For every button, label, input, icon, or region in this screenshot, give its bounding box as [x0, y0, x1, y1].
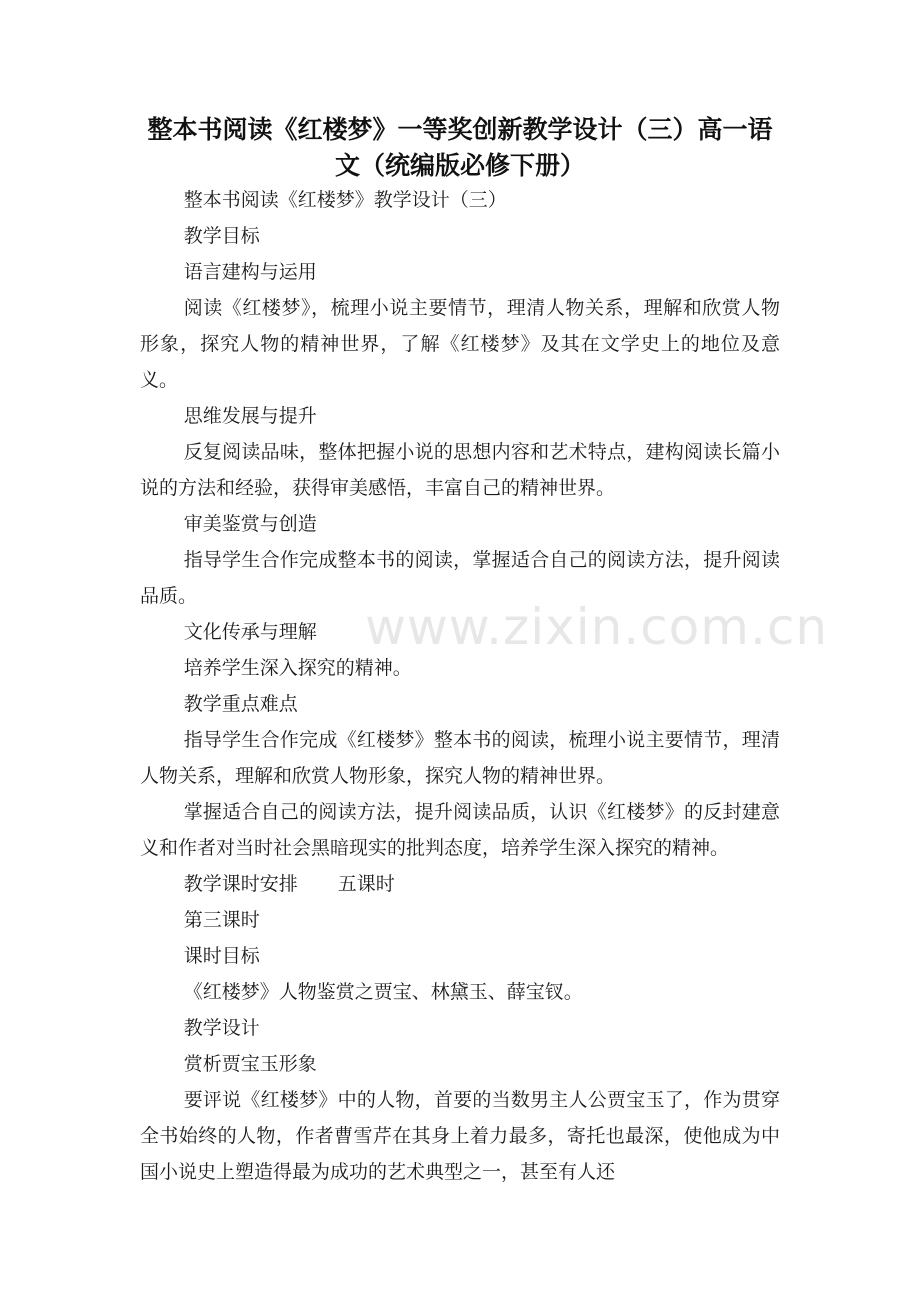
document-title: 整本书阅读《红楼梦》一等奖创新教学设计（三）高一语文（统编版必修下册）: [147, 115, 773, 180]
section-heading: 审美鉴赏与创造: [183, 513, 317, 535]
section-heading: 语言建构与运用: [183, 261, 317, 283]
section-heading: 第三课时: [183, 909, 260, 931]
section-heading: 课时目标: [183, 945, 260, 967]
schedule-line: [140, 866, 780, 902]
body-paragraph: 指导学生合作完成整本书的阅读，掌握适合自己的阅读方法，提升阅读品质。: [140, 549, 780, 607]
section-heading: 文化传承与理解: [183, 621, 317, 643]
section-heading: 教学重点难点: [183, 693, 298, 715]
section-heading: 赏析贾宝玉形象: [183, 1053, 317, 1075]
body-paragraph: 反复阅读品味，整体把握小说的思想内容和艺术特点，建构阅读长篇小说的方法和经验，获得审美感悟，丰富自己的精神世界。: [140, 441, 780, 499]
document-body: [140, 182, 780, 1190]
watermark: www.zixin.com.cn: [365, 598, 829, 656]
body-paragraph: 培养学生深入探究的精神。: [183, 657, 412, 679]
body-paragraph: 掌握适合自己的阅读方法，提升阅读品质，认识《红楼梦》的反封建意义和作者对当时社会黑暗现实的批判态度，培养学生深入探究的精神。: [140, 801, 780, 859]
body-paragraph: 《红楼梦》人物鉴赏之贾宝、林黛玉、薛宝钗。: [183, 981, 583, 1003]
body-paragraph: 阅读《红楼梦》，梳理小说主要情节，理清人物关系，理解和欣赏人物形象，探究人物的精神世界，了解《红楼梦》及其在文学史上的地位及意义。: [140, 297, 780, 391]
subtitle-paragraph: 整本书阅读《红楼梦》教学设计（三）: [183, 189, 507, 211]
schedule-value: 五课时: [337, 873, 395, 895]
section-heading: 教学设计: [183, 1017, 260, 1039]
section-heading: 思维发展与提升: [183, 405, 317, 427]
body-paragraph: 要评说《红楼梦》中的人物，首要的当数男主人公贾宝玉了，作为贯穿全书始终的人物，作者曹雪芹在其身上着力最多，寄托也最深，使他成为中国小说史上塑造得最为成功的艺术典型之一，甚至有人还: [140, 1089, 780, 1183]
section-heading: 教学目标: [183, 225, 260, 247]
body-paragraph: 指导学生合作完成《红楼梦》整本书的阅读，梳理小说主要情节，理清人物关系，理解和欣赏人物形象，探究人物的精神世界。: [140, 729, 780, 787]
schedule-label: 教学课时安排: [183, 873, 298, 895]
